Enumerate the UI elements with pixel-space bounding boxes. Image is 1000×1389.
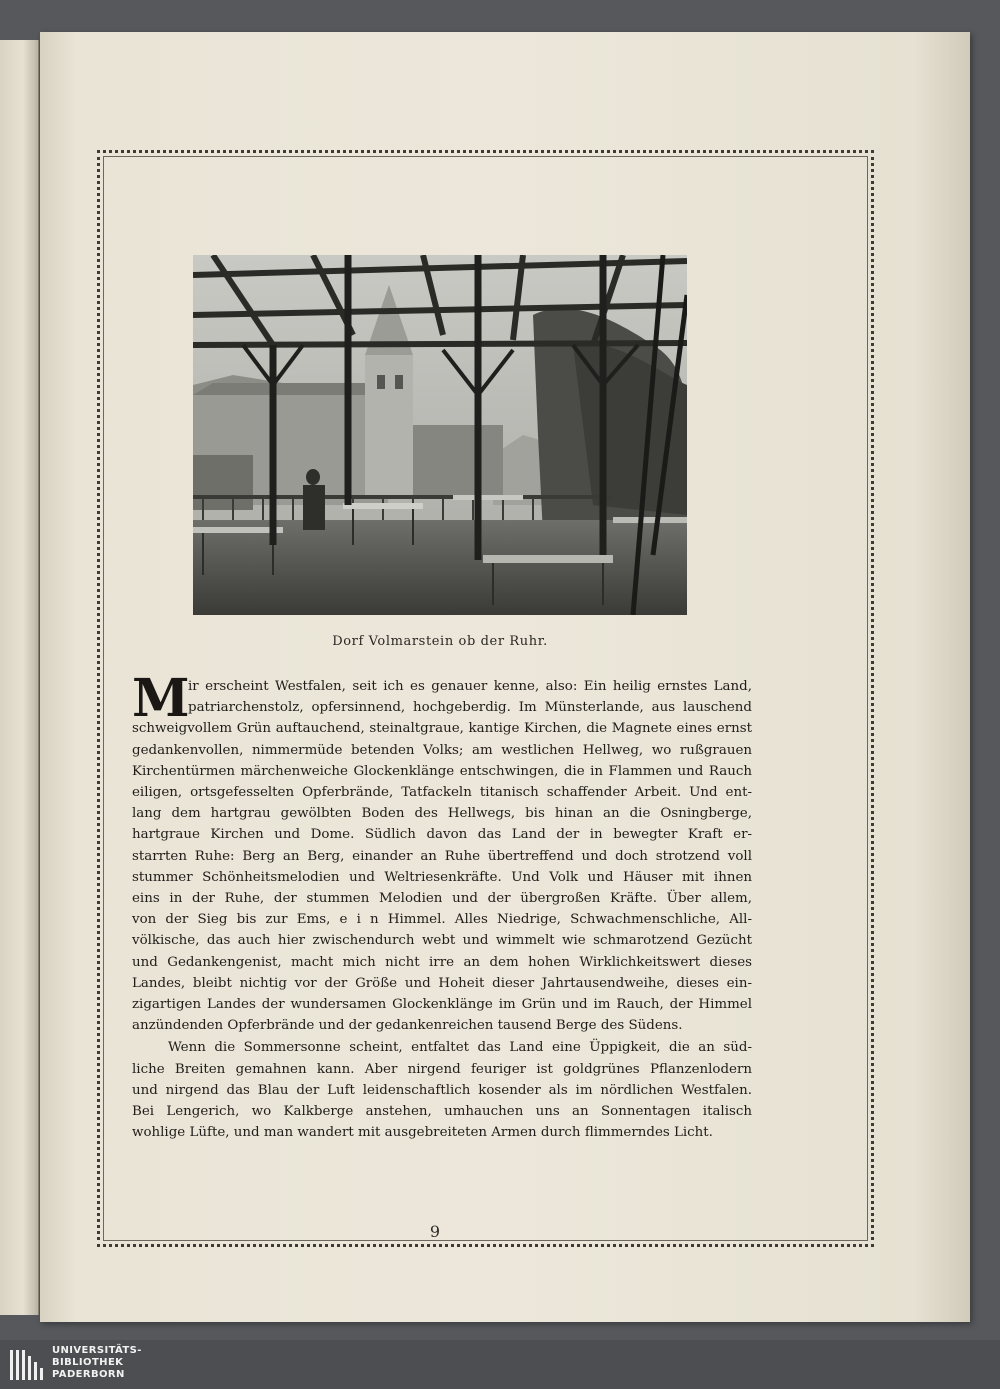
body-text xyxy=(132,668,752,1143)
paragraph-1 xyxy=(132,668,752,1036)
page-number: 9 xyxy=(429,1222,441,1241)
text-line: eiligen, ortsgefesselten Opferbrände, Tatfackeln titanisch schaffender Arbeit. Und ent- xyxy=(132,785,752,801)
text-line: zigartigen Landes der wundersamen Glockenklänge im Grün und im Rauch, der Himmel xyxy=(132,997,752,1013)
text-line: Bei Lengerich, wo Kalkberge anstehen, umhauchen uns an Sonnentagen italisch xyxy=(132,1104,752,1120)
text-line: und nirgend das Blau der Luft leidenschaftlich kosender als im nördlichen Westfalen. xyxy=(132,1082,752,1098)
text-line: hartgraue Kirchen und Dome. Südlich davon das Land der in bewegter Kraft er- xyxy=(132,827,752,843)
text-line: von der Sieg bis zur Ems, e i n Himmel. Alles Niedrige, Schwachmenschliche, All- xyxy=(132,912,752,928)
text-line: und Gedankengenist, macht mich nicht irre an dem hohen Wirklichkeitswert dieses xyxy=(132,954,752,970)
text-line: schweigvollem Grün auftauchend, steinaltgraue, kantige Kirchen, die Magnete eines ernst xyxy=(132,721,752,737)
text-line: wohlige Lüfte, und man wandert mit ausgebreiteten Armen durch flimmerndes Licht. xyxy=(132,1125,713,1141)
footer-bar xyxy=(0,1340,1000,1389)
text-line: anzündenden Opferbrände und der gedankenreichen tausend Berge des Südens. xyxy=(132,1018,683,1034)
text-line: patriarchenstolz, opfersinnend, hochgeberdig. Im Münsterlande, aus lauschend xyxy=(188,700,752,716)
text-line: stummer Schönheitsmelodien und Weltriesenkräfte. Und Volk und Häuser mit ihnen xyxy=(132,869,752,885)
paragraph-2 xyxy=(132,1037,752,1143)
text-line: liche Breiten gemahnen kann. Aber nirgend feuriger ist goldgrünes Pflanzenlodern xyxy=(132,1061,752,1077)
text-line: Kirchentürmen märchenweiche Glockenklänge entschwingen, die in Flammen und Rauch xyxy=(132,763,752,779)
left-page-edge xyxy=(0,40,39,1315)
logo-line: BIBLIOTHEK xyxy=(52,1357,124,1368)
text-line: eins in der Ruhe, der stummen Melodien und der übergroßen Kräfte. Über allem, xyxy=(132,891,752,907)
text-line: ir erscheint Westfalen, seit ich es genauer kenne, also: Ein heilig ernstes Land, xyxy=(188,679,752,694)
logo-line: UNIVERSITÄTS- xyxy=(52,1345,142,1356)
text-line: gedankenvollen, nimmermüde betenden Volks; am westlichen Hellweg, wo rußgrauen xyxy=(132,742,752,758)
text-line: Landes, bleibt nichtig vor der Größe und Hoheit dieser Jahrtausendweihe, dieses ein- xyxy=(132,975,752,991)
photo-caption: Dorf Volmarstein ob der Ruhr. xyxy=(332,634,548,649)
text-line: völkische, das auch hier zwischendurch webt und wimmelt wie schmarotzend Gezücht xyxy=(132,933,752,949)
library-logo-icon xyxy=(8,1346,46,1384)
text-line: lang dem hartgrau gewölbten Boden des Hellwegs, bis hinan an die Osningberge, xyxy=(132,806,752,822)
library-logo-text xyxy=(52,1345,142,1381)
photograph-village-terrace xyxy=(193,255,687,615)
logo-line: PADERBORN xyxy=(52,1369,125,1380)
text-line: Wenn die Sommersonne scheint, entfaltet das Land eine Üppigkeit, die an süd- xyxy=(168,1040,752,1056)
text-line: starrten Ruhe: Berg an Berg, einander an Ruhe übertreffend und doch strotzend voll xyxy=(132,848,752,864)
drop-cap: M xyxy=(132,668,190,729)
